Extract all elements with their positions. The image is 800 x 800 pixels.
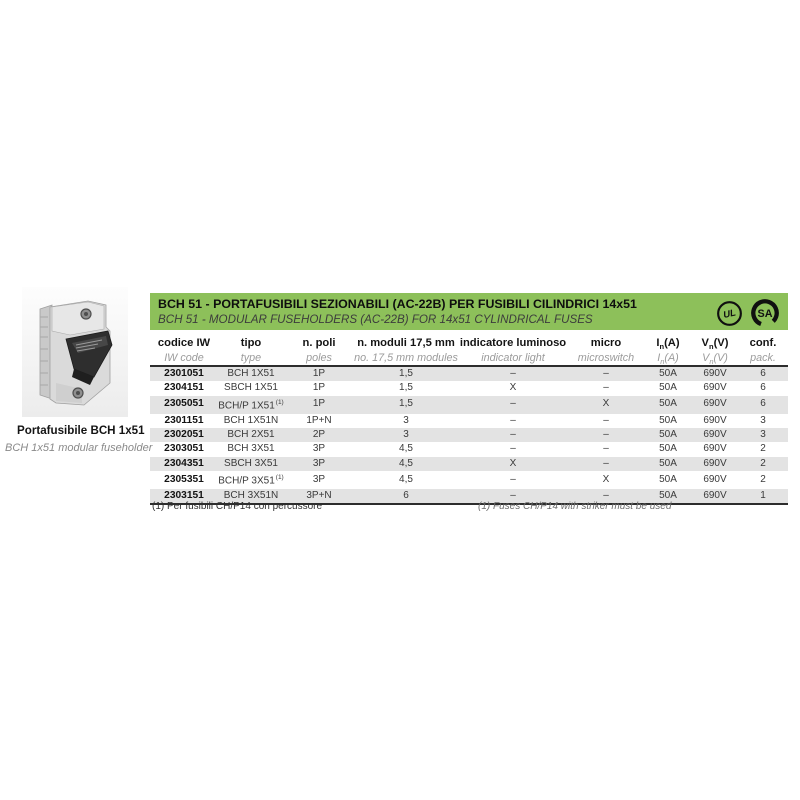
cell-poles: 2P: [312, 428, 326, 440]
cell-in: 50A: [659, 414, 677, 426]
cell-modules: 1,5: [399, 382, 413, 394]
section-title: BCH 51 - PORTAFUSIBILI SEZIONABILI (AC-22B) PER FUSIBILI CILINDRICI 14x51: [158, 297, 637, 311]
table-header-row-english: [150, 350, 788, 366]
col-header-rated-voltage: $V_n(V)$: [701, 337, 729, 352]
cell-vn: 690V: [703, 473, 727, 485]
col-header-modules-it: n. moduli 17,5 mm: [357, 337, 455, 349]
cell-modules: 4,5: [399, 457, 413, 469]
col-header-indicator-en: indicator light: [458, 350, 568, 366]
cell-vn: 690V: [703, 443, 727, 455]
col-header-code-en: IW code: [150, 350, 218, 366]
cell-pack: 2: [760, 443, 766, 455]
footnote-ref: (1): [275, 398, 284, 406]
col-header-indicator-it: indicatore luminoso: [459, 337, 567, 349]
footnote-italian: (1) Per fusibili CH/P14 con percussore: [152, 501, 323, 512]
product-caption-italian: Portafusibile BCH 1x51: [17, 424, 145, 437]
cell-vn: 690V: [703, 398, 727, 410]
cell-type: BCH 1X51N: [223, 414, 279, 426]
cell-micro: –: [603, 382, 609, 394]
col-header-code-it: codice IW: [157, 337, 211, 349]
col-header-rated-current-en: $I_n(A)$: [644, 350, 692, 366]
cell-micro: –: [603, 428, 609, 440]
cell-micro: –: [603, 414, 609, 426]
certification-marks: [716, 298, 780, 328]
table-row: [150, 471, 788, 489]
cell-code: 2304151: [164, 382, 204, 394]
ul-icon: [716, 300, 743, 327]
cell-poles: 1P: [312, 398, 326, 410]
cell-micro: X: [602, 473, 610, 485]
cell-code: 2302051: [164, 428, 204, 440]
cell-modules: 1,5: [399, 368, 413, 379]
cell-micro: –: [603, 368, 609, 379]
fuseholder-table: [150, 333, 788, 505]
cell-in: 50A: [644, 489, 692, 504]
col-header-pack-en: pack.: [738, 350, 788, 366]
cell-pack: 6: [760, 368, 766, 379]
cell-micro: –: [603, 443, 609, 455]
cell-modules: 6: [354, 489, 458, 504]
cell-type: BCH/P 3X51$^{(1)}$: [218, 474, 284, 487]
cell-indicator: –: [510, 398, 516, 410]
cell-vn: 690V: [703, 428, 727, 440]
col-header-rated-current: $I_n(A)$: [656, 337, 680, 352]
cell-indicator: –: [510, 443, 516, 455]
cell-indicator: –: [510, 414, 516, 426]
cell-pack: 3: [760, 414, 766, 426]
cell-code: 2303151: [150, 489, 218, 504]
table-header-row-italian: [150, 333, 788, 350]
svg-text:UL: UL: [722, 307, 737, 321]
cell-vn: 690V: [703, 382, 727, 394]
col-header-micro-it: micro: [590, 337, 622, 349]
product-photo: [22, 287, 128, 417]
cell-type: BCH 2X51: [227, 428, 275, 440]
col-header-pack-it: conf.: [749, 337, 777, 349]
cell-in: 50A: [659, 398, 677, 410]
col-header-micro-en: microswitch: [568, 350, 644, 366]
product-caption-english: BCH 1x51 modular fuseholder: [5, 442, 153, 454]
cell-vn: 690V: [692, 489, 738, 504]
cell-poles: 1P: [312, 368, 326, 379]
cell-pack: 2: [760, 457, 766, 469]
table-row: [150, 442, 788, 456]
svg-text:SA: SA: [757, 307, 773, 320]
cell-code: 2301151: [164, 414, 204, 426]
cell-vn: 690V: [703, 368, 727, 379]
cell-indicator: –: [510, 368, 516, 379]
cell-indicator: X: [509, 457, 517, 469]
table-row: [150, 366, 788, 381]
col-header-type-en: type: [218, 350, 284, 366]
cell-poles: 3P: [312, 457, 326, 469]
table-row: [150, 428, 788, 442]
table-row: [150, 414, 788, 428]
table-row: [150, 457, 788, 471]
col-header-rated-voltage-en: $V_n(V)$: [692, 350, 738, 366]
cell-micro: –: [603, 457, 609, 469]
cell-indicator: –: [510, 473, 516, 485]
cell-type: BCH 1X51: [227, 368, 275, 379]
col-header-poles-it: n. poli: [302, 337, 336, 349]
fuseholder-table-grid: [150, 333, 788, 505]
col-header-type-it: tipo: [240, 337, 262, 349]
cell-poles: 1P+N: [306, 414, 332, 426]
cell-micro: X: [602, 398, 610, 410]
cell-code: 2304351: [164, 457, 204, 469]
cell-poles: 3P: [312, 443, 326, 455]
cell-code: 2303051: [164, 443, 204, 455]
cell-indicator: –: [458, 489, 568, 504]
cell-pack: 6: [760, 382, 766, 394]
cell-code: 2305351: [164, 473, 204, 485]
cell-type: BCH/P 1X51$^{(1)}$: [218, 398, 284, 412]
cell-modules: 1,5: [399, 398, 413, 410]
cell-vn: 690V: [703, 414, 727, 426]
cell-in: 50A: [659, 382, 677, 394]
cell-modules: 3: [403, 428, 409, 440]
cell-vn: 690V: [703, 457, 727, 469]
cell-type: BCH 3X51: [227, 443, 275, 455]
cell-type: SBCH 3X51: [224, 457, 278, 469]
section-subtitle: BCH 51 - MODULAR FUSEHOLDERS (AC-22B) FOR 14x51 CYLINDRICAL FUSES: [158, 313, 593, 326]
cell-indicator: X: [509, 382, 517, 394]
cell-modules: 3: [403, 414, 409, 426]
fuseholder-table-body: [150, 366, 788, 504]
table-row: [150, 396, 788, 414]
cell-modules: 4,5: [399, 443, 413, 455]
cell-pack: 2: [760, 473, 766, 485]
cell-modules: 4,5: [399, 473, 413, 485]
cell-code: 2301051: [164, 368, 204, 379]
table-row: [150, 381, 788, 395]
cell-poles: 3P+N: [284, 489, 354, 504]
cell-in: 50A: [659, 443, 677, 455]
cell-in: 50A: [659, 368, 677, 379]
cell-in: 50A: [659, 428, 677, 440]
cell-type: BCH 3X51N: [218, 489, 284, 504]
cell-pack: 3: [760, 428, 766, 440]
footnote-english: (1) Fuses CH/P14 with striker must be used: [478, 501, 672, 512]
cell-poles: 1P: [312, 382, 326, 394]
footnote-ref: (1): [275, 474, 284, 482]
cell-indicator: –: [510, 428, 516, 440]
cell-pack: 6: [760, 398, 766, 410]
cell-in: 50A: [659, 457, 677, 469]
cell-pack: 1: [738, 489, 788, 504]
csa-icon: [750, 298, 780, 328]
cell-micro: –: [568, 489, 644, 504]
cell-type: SBCH 1X51: [224, 382, 278, 394]
col-header-poles-en: poles: [284, 350, 354, 366]
fuseholder-illustration: [22, 287, 128, 417]
cell-poles: 3P: [312, 473, 326, 485]
cell-code: 2305051: [164, 398, 204, 410]
col-header-modules-en: no. 17,5 mm modules: [354, 350, 458, 366]
section-banner: [150, 293, 788, 330]
cell-in: 50A: [659, 473, 677, 485]
